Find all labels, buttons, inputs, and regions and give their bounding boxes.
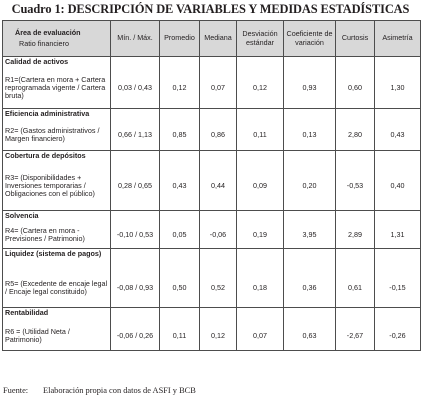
header-ratio-label: Ratio financiero xyxy=(19,39,69,48)
median-value: 0,12 xyxy=(200,323,237,351)
min-max-value: 0,66 / 1,13 xyxy=(111,121,160,151)
category-label: Liquidez (sistema de pagos) xyxy=(3,249,111,270)
median-value: 0,44 xyxy=(200,163,237,211)
table-row xyxy=(3,69,421,109)
std-dev-value: 0,09 xyxy=(237,163,284,211)
skewness-value: 0,40 xyxy=(375,163,421,211)
statistics-table xyxy=(2,20,421,351)
header-mean: Promedio xyxy=(160,21,200,57)
median-value: 0,52 xyxy=(200,270,237,308)
mean-value: 0,12 xyxy=(160,69,200,109)
ratio-formula: R5= (Excedente de encaje legal / Encaje legal constituido) xyxy=(3,270,111,308)
kurtosis-value: -0,53 xyxy=(336,163,375,211)
header-skewness: Asimetría xyxy=(375,21,421,57)
kurtosis-value: 0,61 xyxy=(336,270,375,308)
table-row xyxy=(3,121,421,151)
header-area-cell xyxy=(3,21,111,57)
category-label: Cobertura de depósitos xyxy=(3,151,111,163)
std-dev-value: 0,12 xyxy=(237,69,284,109)
header-row xyxy=(3,21,421,57)
table-row xyxy=(3,163,421,211)
kurtosis-value: 2,89 xyxy=(336,223,375,249)
coef-variation-value: 0,13 xyxy=(284,121,336,151)
std-dev-value: 0,11 xyxy=(237,121,284,151)
category-label: Solvencia xyxy=(3,211,111,223)
min-max-value: -0,08 / 0,93 xyxy=(111,270,160,308)
table-row xyxy=(3,223,421,249)
coef-variation-value: 0,93 xyxy=(284,69,336,109)
category-row xyxy=(3,151,421,163)
ratio-formula: R6 = (Utilidad Neta / Patrimonio) xyxy=(3,323,111,351)
source-text: Elaboración propia con datos de ASFI y BCB xyxy=(43,386,196,395)
header-min-max: Mín. / Máx. xyxy=(111,21,160,57)
table-row xyxy=(3,323,421,351)
category-label: Rentabilidad xyxy=(3,308,111,323)
header-area-label: Área de evaluación xyxy=(15,27,81,37)
source-note xyxy=(3,386,196,395)
std-dev-value: 0,07 xyxy=(237,323,284,351)
category-row xyxy=(3,249,421,270)
header-median: Mediana xyxy=(200,21,237,57)
median-value: 0,86 xyxy=(200,121,237,151)
kurtosis-value: 0,60 xyxy=(336,69,375,109)
min-max-value: -0,06 / 0,26 xyxy=(111,323,160,351)
category-row xyxy=(3,109,421,121)
category-label: Calidad de activos xyxy=(3,57,111,69)
header-coef-variation: Coeficiente de variación xyxy=(284,21,336,57)
skewness-value: 1,30 xyxy=(375,69,421,109)
kurtosis-value: 2,80 xyxy=(336,121,375,151)
median-value: -0,06 xyxy=(200,223,237,249)
kurtosis-value: -2,67 xyxy=(336,323,375,351)
skewness-value: -0,15 xyxy=(375,270,421,308)
min-max-value: 0,28 / 0,65 xyxy=(111,163,160,211)
source-label: Fuente: xyxy=(3,386,29,395)
category-label: Eficiencia administrativa xyxy=(3,109,111,121)
header-std-dev: Desviación estándar xyxy=(237,21,284,57)
skewness-value: 1,31 xyxy=(375,223,421,249)
coef-variation-value: 3,95 xyxy=(284,223,336,249)
ratio-formula: R2= (Gastos administrativos / Margen financiero) xyxy=(3,121,111,151)
mean-value: 0,05 xyxy=(160,223,200,249)
skewness-value: 0,43 xyxy=(375,121,421,151)
header-kurtosis: Curtosis xyxy=(336,21,375,57)
min-max-value: 0,03 / 0,43 xyxy=(111,69,160,109)
mean-value: 0,50 xyxy=(160,270,200,308)
mean-value: 0,85 xyxy=(160,121,200,151)
coef-variation-value: 0,20 xyxy=(284,163,336,211)
ratio-formula: R3= (Disponibilidades + Inversiones temporarias / Obligaciones con el público) xyxy=(3,163,111,211)
category-row xyxy=(3,308,421,323)
table-row xyxy=(3,270,421,308)
category-row xyxy=(3,211,421,223)
std-dev-value: 0,19 xyxy=(237,223,284,249)
category-row xyxy=(3,57,421,69)
min-max-value: -0,10 / 0,53 xyxy=(111,223,160,249)
skewness-value: -0,26 xyxy=(375,323,421,351)
mean-value: 0,11 xyxy=(160,323,200,351)
table-caption: Cuadro 1: DESCRIPCIÓN DE VARIABLES Y MEDIDAS ESTADÍSTICAS xyxy=(11,2,410,16)
ratio-formula: R1=(Cartera en mora + Cartera reprogramada vigente / Cartera bruta) xyxy=(3,69,111,109)
ratio-formula: R4= (Cartera en mora - Previsiones / Patrimonio) xyxy=(3,223,111,249)
std-dev-value: 0,18 xyxy=(237,270,284,308)
median-value: 0,07 xyxy=(200,69,237,109)
mean-value: 0,43 xyxy=(160,163,200,211)
coef-variation-value: 0,63 xyxy=(284,323,336,351)
coef-variation-value: 0,36 xyxy=(284,270,336,308)
